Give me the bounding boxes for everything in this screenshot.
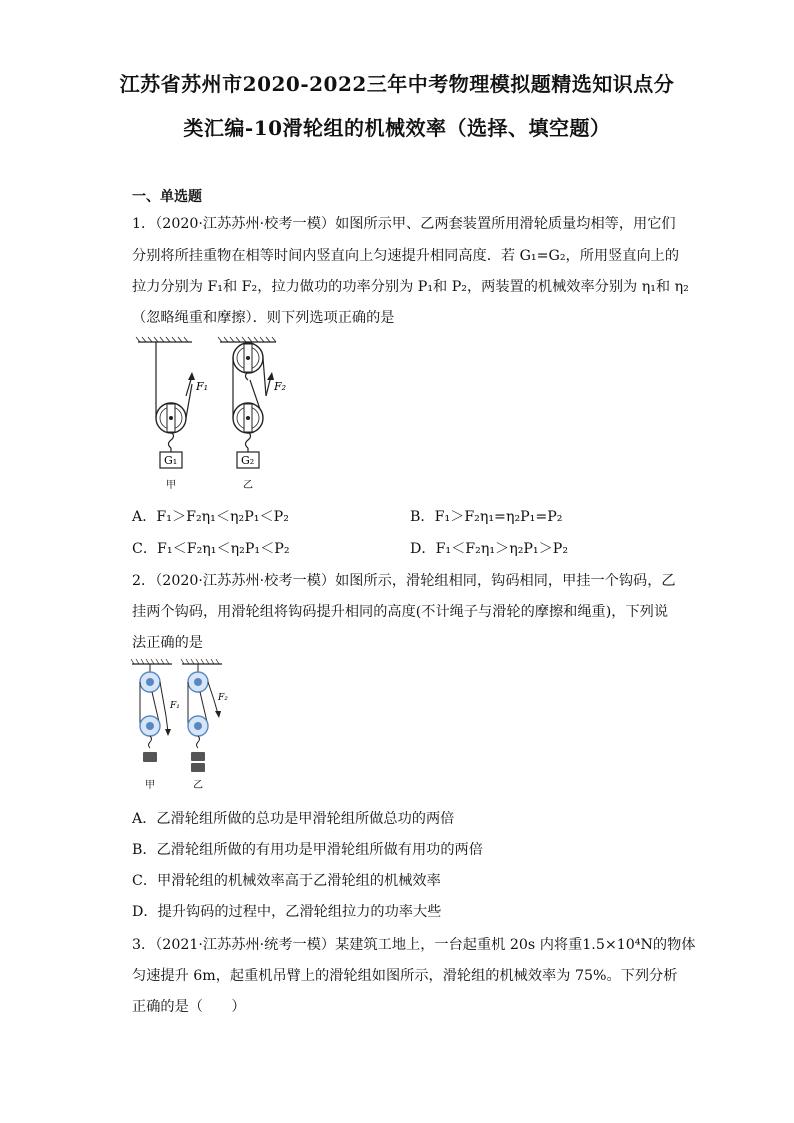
document-title-line-2: 类汇编-10滑轮组的机械效率（选择、填空题）: [183, 116, 611, 140]
q1-option-d[interactable]: D．F₁＜F₂η₁＞η₂P₁＞P₂: [410, 541, 569, 557]
q2-caption-right: 乙: [193, 780, 203, 791]
q1-caption-right: 乙: [243, 480, 253, 491]
hook-weight-left: [143, 752, 157, 762]
section-heading: 一、单选题: [132, 189, 202, 205]
q2-f2-label: F₂: [218, 693, 228, 703]
q1-option-a[interactable]: A．F₁＞F₂η₁＜η₂P₁＜P₂: [132, 509, 289, 525]
q2-option-c[interactable]: C．甲滑轮组的机械效率高于乙滑轮组的机械效率: [132, 873, 441, 889]
q2-line-1: 2．（2020·江苏苏州·校考一模）如图所示，滑轮组相同，钩码相同，甲挂一个钩码，乙: [132, 573, 676, 589]
q1-caption-left: 甲: [166, 480, 176, 491]
ceiling-hatch-left: [136, 337, 192, 342]
q1-g2-label: G₂: [241, 454, 255, 467]
q1-f2-label: F₂: [274, 380, 287, 393]
q2-option-b[interactable]: B．乙滑轮组所做的有用功是甲滑轮组所做有用功的两倍: [132, 842, 483, 858]
q2-option-a[interactable]: A．乙滑轮组所做的总功是甲滑轮组所做总功的两倍: [132, 811, 455, 827]
ceiling-hatch-right: [218, 337, 276, 342]
q2-caption-left: 甲: [145, 780, 155, 791]
q1-option-c[interactable]: C．F₁＜F₂η₁＜η₂P₁＜P₂: [132, 541, 290, 557]
q3-line-2: 匀速提升 6m，起重机吊臂上的滑轮组如图所示，滑轮组的机械效率为 75%。下列分析: [132, 968, 678, 984]
q2-line-2: 挂两个钩码，用滑轮组将钩码提升相同的高度(不计绳子与滑轮的摩擦和绳重)，下列说: [132, 604, 669, 620]
q1-option-b[interactable]: B．F₁＞F₂η₁=η₂P₁=P₂: [410, 509, 563, 525]
hook-weight-right-bottom: [191, 763, 205, 772]
q2-f1-label: F₁: [170, 701, 180, 711]
ceiling-hatch-left: [131, 659, 172, 664]
hook-weight-right-top: [191, 752, 205, 761]
q1-g1-label: G₁: [164, 454, 178, 467]
q1-line-1: 1．（2020·江苏苏州·校考一模）如图所示甲、乙两套装置所用滑轮质量均相等，用它们: [132, 216, 676, 232]
q1-f1-label: F₁: [196, 380, 209, 393]
q1-pulley-figure: [128, 336, 298, 496]
q3-line-1: 3．（2021·江苏苏州·统考一模）某建筑工地上，一台起重机 20s 内将重1.5×10⁴N的物体: [132, 937, 696, 953]
document-title-line-1: 江苏省苏州市2020-2022三年中考物理模拟题精选知识点分: [119, 72, 675, 96]
ceiling-hatch-right: [181, 659, 222, 664]
q2-option-d[interactable]: D．提升钩码的过程中，乙滑轮组拉力的功率大些: [132, 904, 442, 920]
q2-pulley-figure: [128, 656, 238, 796]
q1-line-3: 拉力分别为 F₁和 F₂，拉力做功的功率分别为 P₁和 P₂，两装置的机械效率分别为 η₁和 η₂: [132, 279, 689, 295]
q1-line-4: （忽略绳重和摩擦）．则下列选项正确的是: [132, 310, 395, 326]
q3-line-3: 正确的是（ ）: [132, 999, 246, 1015]
q2-line-3: 法正确的是: [132, 635, 203, 651]
q1-line-2: 分别将所挂重物在相等时间内竖直向上匀速提升相同高度．若 G₁=G₂，所用竖直向上的: [132, 248, 680, 264]
